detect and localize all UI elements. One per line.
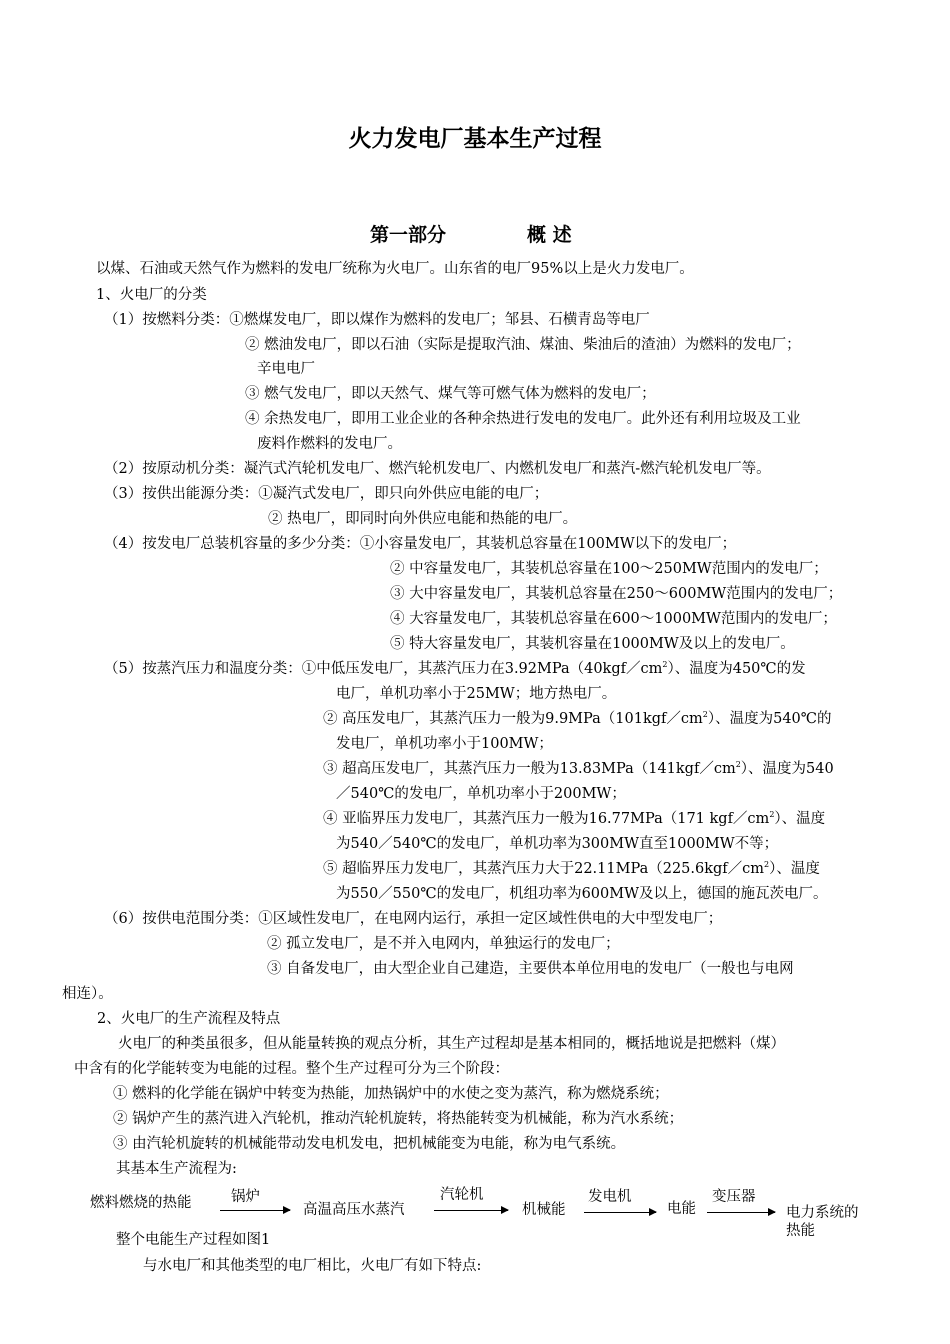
flow-intro: 其基本生产流程为:: [116, 1161, 237, 1177]
stage-steam-water: ② 锅炉产生的蒸汽进入汽轮机，推动汽轮机旋转，将热能转变为机械能，称为汽水系统；: [113, 1111, 684, 1127]
pressure-class-high-cont: 发电厂，单机功率小于100MW；: [336, 736, 553, 752]
flow-node-steam: 高温高压水蒸汽: [303, 1202, 405, 1218]
pressure-class-subcritical: ④ 亚临界压力发电厂，其蒸汽压力一般为16.77MPa（171 $kgf/cm^2$）、温度: [323, 810, 826, 827]
section-part: 第一部分: [370, 224, 447, 246]
intro-paragraph: 以煤、石油或天然气作为燃料的发电厂统称为火电厂。山东省的电厂95%以上是火力发电厂。: [96, 261, 694, 277]
capacity-class-large: ④ 大容量发电厂，其装机总容量在600～1000MW范围内的发电厂；: [390, 611, 837, 627]
section-name: 概 述: [527, 224, 572, 246]
pressure-class-supercritical: ⑤ 超临界压力发电厂，其蒸汽压力大于$22.11MPa(225.6kgf/cm^2)$、温度: [323, 860, 820, 877]
comparison-paragraph: 与水电厂和其他类型的电厂相比，火电厂有如下特点:: [143, 1258, 482, 1274]
fuel-class-waste-heat: ④ 余热发电厂，即用工业企业的各种余热进行发电的发电厂。此外还有利用垃圾及工业: [245, 411, 801, 427]
pressure-class-ultra-high: ③ 超高压发电厂，其蒸汽压力一般为$13.83MPa(141kgf/cm^2)$、温度为540: [323, 760, 834, 777]
energy-class-line: （3）按供出能源分类：①凝汽式发电厂，即只向外供应电能的电厂；: [104, 486, 549, 502]
stage-combustion: ① 燃料的化学能在锅炉中转变为热能，加热锅炉中的水使之变为蒸汽，称为燃烧系统；: [113, 1086, 669, 1102]
fuel-class-oil-cont: 辛电电厂: [257, 361, 315, 377]
figure-reference: 整个电能生产过程如图1: [116, 1232, 271, 1248]
stage-electrical: ③ 由汽轮机旋转的机械能带动发电机发电，把机械能变为电能，称为电气系统。: [113, 1136, 626, 1152]
fuel-class-oil: ② 燃油发电厂，即以石油（实际是提取汽油、煤油、柴油后的渣油）为燃料的发电厂；: [245, 337, 801, 353]
capacity-class-large-medium: ③ 大中容量发电厂，其装机总容量在250～600MW范围内的发电厂；: [390, 586, 843, 602]
supply-class-line: （6）按供电范围分类：①区域性发电厂，在电网内运行，承担一定区域性供电的大中型发电厂；: [104, 911, 723, 927]
fuel-class-waste-heat-cont: 废料作燃料的发电厂。: [257, 436, 402, 452]
energy-class-chp: ② 热电厂，即同时向外供应电能和热能的电厂。: [268, 511, 578, 527]
pressure-class-ultra-high-cont: ／540℃的发电厂，单机功率小于200MW；: [336, 786, 626, 802]
flow-edge-turbine-label: 汽轮机: [440, 1187, 484, 1203]
pressure-class-subcritical-cont: 为540／540℃的发电厂，单机功率为300MW直至1000MW不等；: [336, 836, 779, 852]
capacity-class-line: （4）按发电厂总装机容量的多少分类：①小容量发电厂，其装机总容量在100MW以下的发电厂；: [104, 536, 737, 552]
document-title: 火力发电厂基本生产过程: [348, 126, 602, 152]
flow-arrow-4: [707, 1212, 775, 1213]
prime-mover-class: （2）按原动机分类：凝汽式汽轮机发电厂、燃汽轮机发电厂、内燃机发电厂和蒸汽-燃汽轮机发电厂等。: [104, 461, 771, 477]
pressure-class-line: （5）按蒸汽压力和温度分类：①中低压发电厂，其蒸汽压力在$3.92MPa(40kgf/cm^2)$、温度为450℃的发: [104, 660, 806, 677]
process-paragraph: 火电厂的种类虽很多，但从能量转换的观点分析，其生产过程却是基本相同的，概括地说是把燃料（煤）: [118, 1036, 785, 1052]
flow-arrow-1: [220, 1210, 290, 1211]
flow-edge-transformer-label: 变压器: [712, 1189, 756, 1205]
capacity-class-extra-large: ⑤ 特大容量发电厂，其装机容量在1000MW及以上的发电厂。: [390, 636, 795, 652]
flow-node-mechanical: 机械能: [522, 1202, 566, 1218]
pressure-class-low-cont: 电厂，单机功率小于25MW；地方热电厂。: [336, 686, 617, 702]
flow-arrow-2: [434, 1210, 508, 1211]
supply-class-captive-cont: 相连）。: [62, 986, 113, 1002]
flow-node-power-system: 电力系统的: [786, 1205, 859, 1221]
fuel-class-gas: ③ 燃气发电厂，即以天然气、煤气等可燃气体为燃料的发电厂；: [245, 386, 656, 402]
fuel-class-line: （1）按燃料分类：①燃煤发电厂，即以煤作为燃料的发电厂；邹县、石横青岛等电厂: [104, 312, 650, 328]
flow-arrow-3: [584, 1212, 656, 1213]
flow-node-power-system-cont: 热能: [786, 1223, 815, 1239]
supply-class-captive: ③ 自备发电厂，由大型企业自己建造，主要供本单位用电的发电厂（一般也与电网: [267, 961, 794, 977]
flow-node-electric: 电能: [667, 1201, 696, 1217]
capacity-class-medium: ② 中容量发电厂，其装机总容量在100～250MW范围内的发电厂；: [390, 561, 828, 577]
flow-edge-boiler-label: 锅炉: [231, 1189, 260, 1205]
process-paragraph-cont: 中含有的化学能转变为电能的过程。整个生产过程可分为三个阶段：: [74, 1061, 509, 1077]
supply-class-isolated: ② 孤立发电厂，是不并入电网内，单独运行的发电厂；: [267, 936, 620, 952]
pressure-class-supercritical-cont: 为550／550℃的发电厂，机组功率为600MW及以上，德国的施瓦茨电厂。: [336, 886, 828, 902]
flow-edge-generator-label: 发电机: [588, 1189, 632, 1205]
flow-node-fuel-heat: 燃料燃烧的热能: [90, 1195, 192, 1211]
heading-process: 2、火电厂的生产流程及特点: [97, 1011, 281, 1027]
heading-classification: 1、火电厂的分类: [96, 287, 207, 303]
pressure-class-high: ② 高压发电厂，其蒸汽压力一般为$9.9MPa(101kgf/cm^2)$、温度为540℃的: [323, 710, 832, 727]
